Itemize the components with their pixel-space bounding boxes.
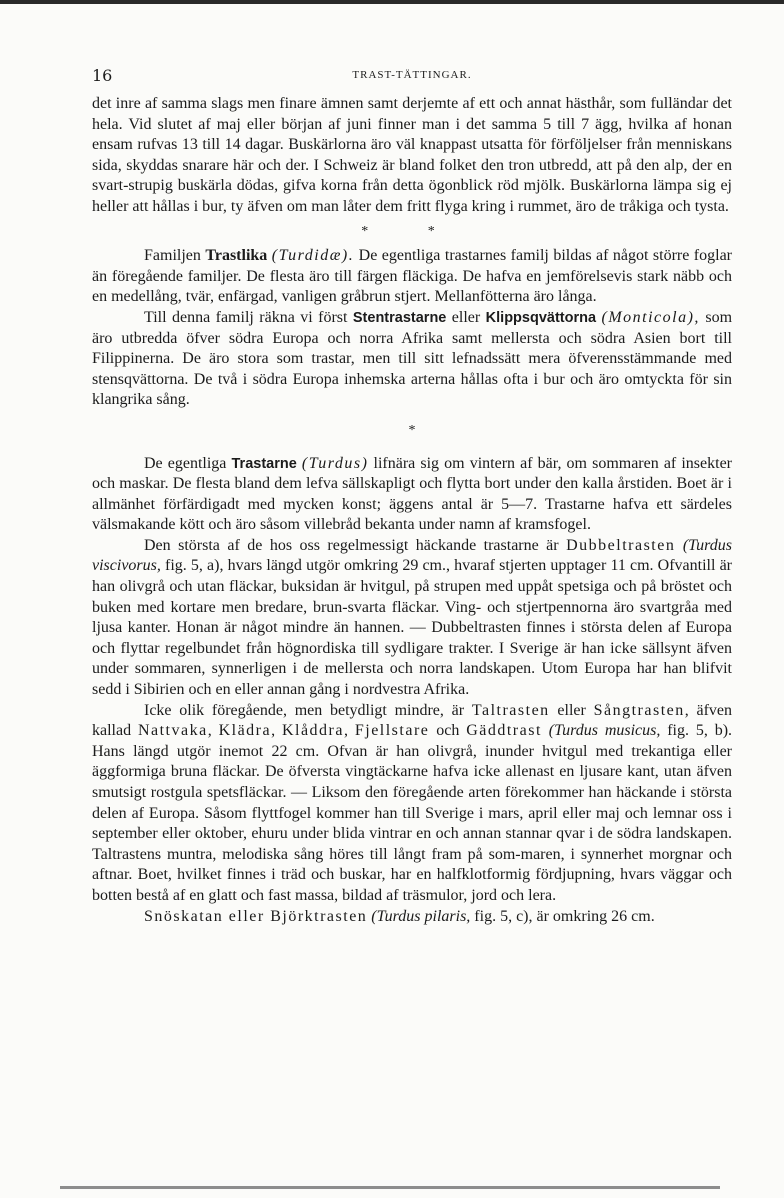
paragraph-taltrasten: Icke olik föregående, men betydligt mindre, är Taltrasten eller Sångtrasten, äfven kallad Nattvaka, Klädra, Klåddra, Fjellstare och Gäddtrast (Turdus musicus, fig. 5, b). Hans längd utgör inemot 22 cm. Ofvan är han olivgrå, inunder hvitgul med trekantiga eller äggformiga bruna fläckar. De öfversta vingtäckarne hafva icke allenast en ljusare kant, utan äfven smutsigt rostgula spetsfläckar. — Liksom den föregående arten förekommer han häckande i största delen af Europa. Såsom flyttfogel kommer han till Sverige i mars, april eller maj och lemnar oss i september eller oktober, ehuru under blida vintrar en och annan stannar qvar i de södra landskapen. Taltrastens muntra, melodiska sång höres till långt fram på som-maren, i synnerhet morgnar och aftnar. Boet, hvilket finnes i träd och buskar, har en halfklotformig fördjupning, hvars väggar och botten bestå af en glatt och fast massa, bildad af träsmulor, jord och lera. xyxy=(92,701,733,904)
species-name: Taltrasten xyxy=(471,701,550,719)
species-name: Snöskatan eller Björktrasten xyxy=(144,907,368,925)
paragraph-family-trastlika: Familjen Trastlika (Turdidæ). De egentliga trastarnes familj bildas af något större foglar än föregående familjer. De flesta äro till färgen fläckiga. De hafva en jemförelsevis stark näbb och en medellång, tvär, enfärgad, vanligen gråbrun stjert. Mellanfötterna äro långa. xyxy=(92,247,733,306)
bottom-edge-artifact xyxy=(60,1186,720,1189)
top-edge-rule xyxy=(0,0,784,4)
vernacular-name: Klåddra xyxy=(281,722,344,740)
running-title: TRAST-TÄTTINGAR. xyxy=(352,69,472,81)
latin-name: (Turdus musicus, xyxy=(548,722,661,740)
vernacular-name: Klädra xyxy=(218,722,272,740)
paragraph-trastarne: De egentliga Trastarne (Turdus) lifnära sig om vintern af bär, om sommaren af insekter och maskar. De flesta bland dem lefva sällskapligt och flytta bort under den kalla årstiden. Boet är i allmänhet förfärdigadt med mycken konst; äggens antal är 5—7. Trastarne hafva ett särdeles välsmakande kött och äro såsom villebråd bekanta under namn af kramsfogel. xyxy=(92,454,733,534)
paragraph-stentrastarne: Till denna familj räkna vi först Stentrastarne eller Klippsqvättorna (Monticola), som äro utbredda öfver södra Europa och norra Afrika samt mellersta och södra Asien bort till Filippinerna. De äro stora som trastar, men till sitt lefnadssätt mera öfverensstämmande med stensqvättorna. De två i södra Europa inhemska arterna hållas ofta i bur och äro omtyckta för sin klangrika sång. xyxy=(92,308,733,409)
genus-name-alt: Klippsqvättorna xyxy=(485,309,597,326)
vernacular-name: Gäddtrast xyxy=(466,722,542,740)
family-name: Trastlika xyxy=(205,247,268,265)
species-name-alt: Sångtrasten xyxy=(593,701,685,719)
genus-name: Trastarne xyxy=(231,455,297,472)
page-number: 16 xyxy=(92,66,113,85)
latin-name: (Monticola), xyxy=(601,308,700,326)
paragraph-dubbeltrasten: Den största af de hos oss regelmessigt häckande trastarne är Dubbeltrasten (Turdus viscivorus, fig. 5, a), hvars längd utgör omkring 29 cm., hvaraf stjerten upptager 11 cm. Ofvantill är han olivgrå och utan fläckar, buksidan är hvitgul, på strupen med uppåt spetsiga och på bröstet och buken med kortare men bredare, brun-svarta fläckar. Ving- och stjertpennorna äro svartgråa med ljusa kanter. Honan är något mindre än hannen. — Dubbeltrasten finnes i största delen af Europa och flyttar regelbundet från högnordiska till sydligare trakter. I Sverige är han icke sällsynt äfven under sommaren, synnerligen i de mellersta och norra landskapen. Utom Europa har han blifvit sedd i Sibirien och en eller annan gång i nordvestra Afrika. xyxy=(92,536,733,699)
latin-name: (Turdus) xyxy=(301,454,369,472)
page-header xyxy=(92,66,732,86)
paragraph: det inre af samma slags men finare ämnen samt derjemte af ett och annat hästhår, som fulländar det hela. Vid slutet af maj eller början af juni finner man i det samma 5 till 7 ägg, hvilka af honan ensam rufvas 13 till 14 dagar. Buskärlorna äro väl knappast utsatta för förföljelser från menniskans sida, skyddas snarare här och der. I Schweiz är bland folket den tron utbredd, att på den alp, der en svart-strupig buskärla dödas, gifva korna från detta ögonblick röd mjölk. Buskärlorna lämpa sig ej heller att hållas i bur, ty äfven om man låter dem fritt flyga kring i rummet, äro de tråkiga och tysta. xyxy=(92,95,732,215)
section-divider: * xyxy=(408,422,416,438)
section-divider: * * xyxy=(361,223,463,239)
paragraph-snoskatan: Snöskatan eller Björktrasten (Turdus pilaris, fig. 5, c), är omkring 26 cm. xyxy=(144,907,655,925)
genus-name: Stentrastarne xyxy=(352,309,447,326)
body-text xyxy=(92,94,732,927)
latin-name: (Turdus viscivorus, xyxy=(92,536,733,575)
latin-name: (Turdus pilaris, xyxy=(371,907,471,925)
vernacular-name: Nattvaka xyxy=(137,722,208,740)
species-name: Dubbeltrasten xyxy=(566,536,676,554)
latin-name: (Turdidæ). xyxy=(271,247,355,265)
vernacular-name: Fjellstare xyxy=(354,722,430,740)
